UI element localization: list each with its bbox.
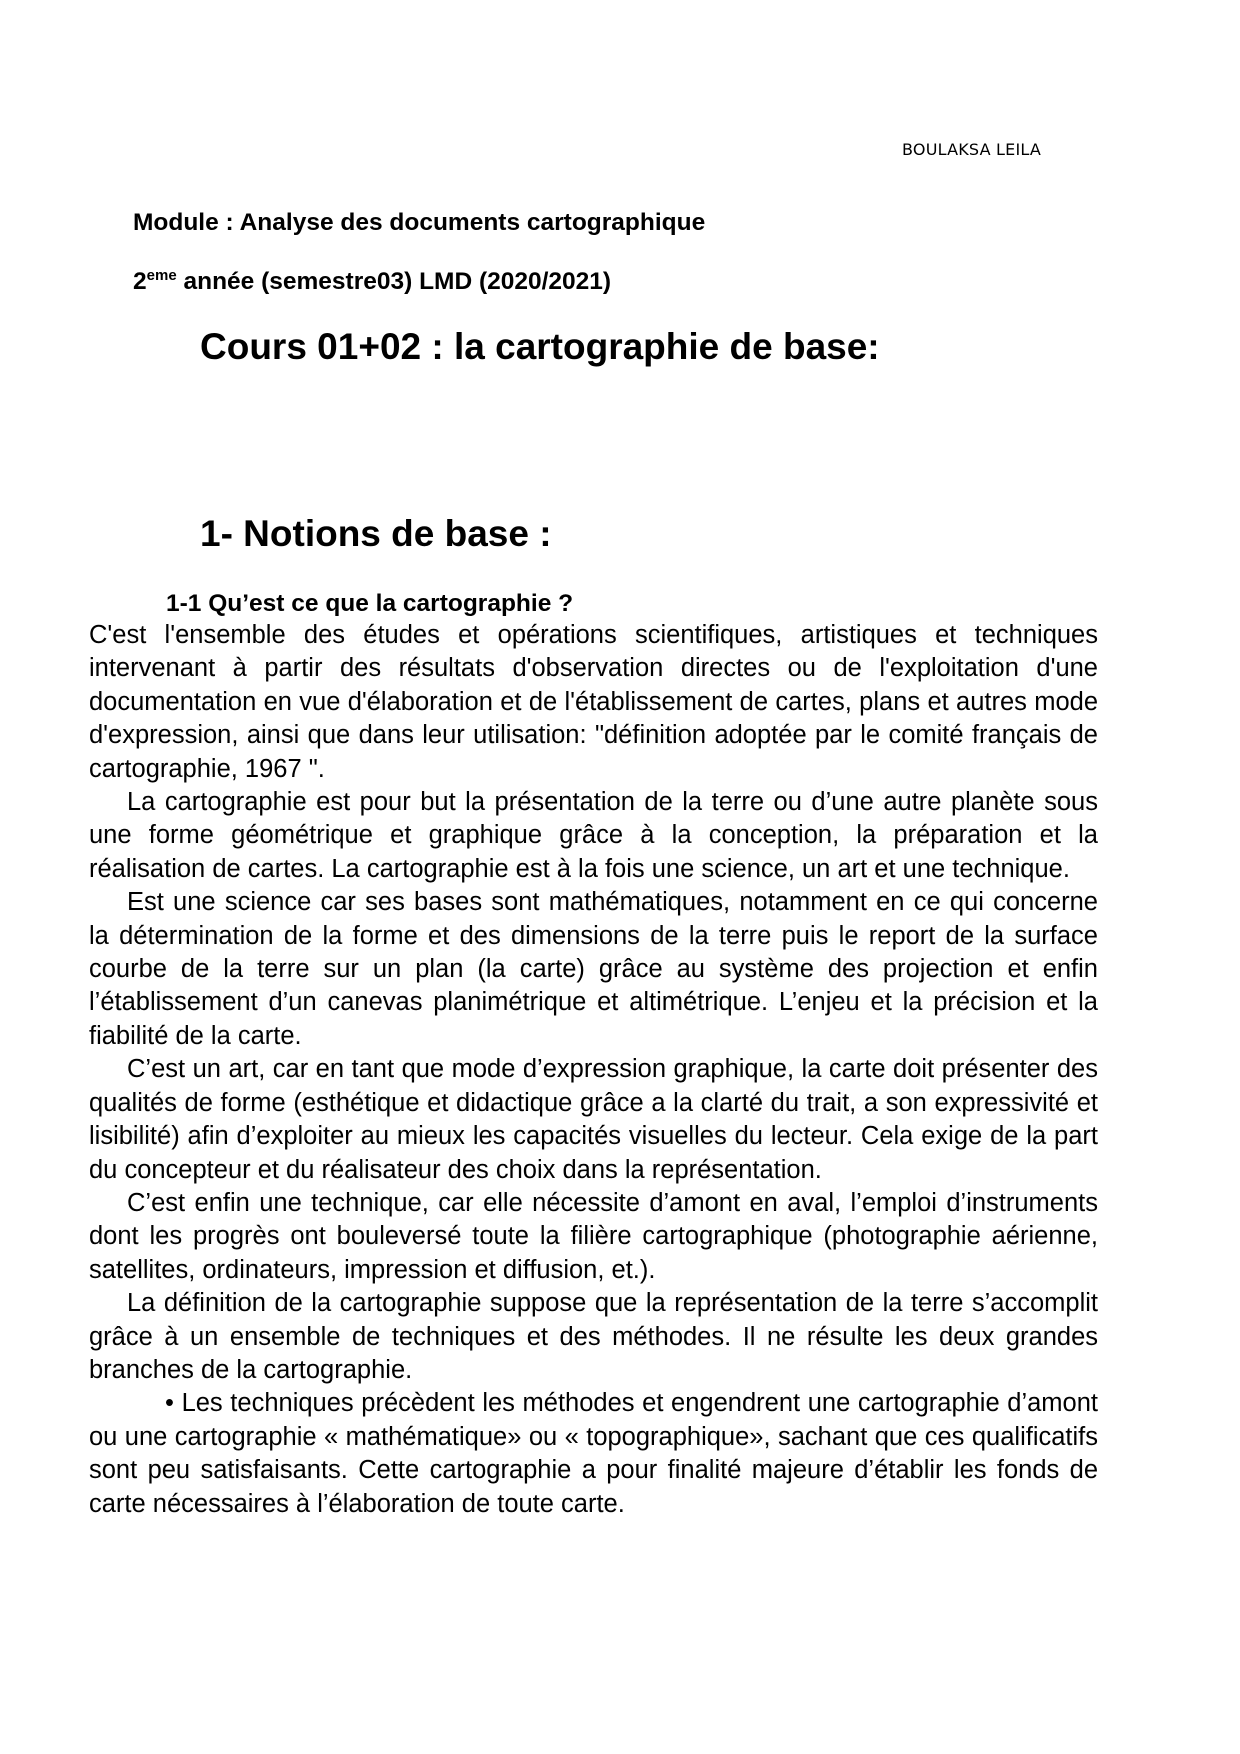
paragraph-science: Est une science car ses bases sont mathématiques, notamment en ce qui concerne la détermination de la forme et des dimensions de la terre puis le report de la surface courbe de la terre sur un plan (la carte) grâce au système des projection et enfin l’établissement d’un canevas planimétrique et altimétrique. L’enjeu et la précision et la fiabilité de la carte. xyxy=(89,888,1098,1050)
paragraph-art: C’est un art, car en tant que mode d’expression graphique, la carte doit présenter des qualités de forme (esthétique et didactique grâce a la clarté du trait, a son expressivité et lisibilité) afin d’exploiter au mieux les capacités visuelles du lecteur. Cela exige de la part du concepteur et du réalisateur des choix dans la représentation. xyxy=(89,1055,1098,1184)
section-heading: 1- Notions de base : xyxy=(200,513,552,554)
paragraph-purpose: La cartographie est pour but la présentation de la terre ou d’une autre planète sous une forme géométrique et graphique grâce à la conception, la préparation et la réalisation de cartes. La cartographie est à la fois une science, un art et une technique. xyxy=(89,788,1098,883)
author-header: BOULAKSA LEILA xyxy=(902,140,1041,159)
course-title: Cours 01+02 : la cartographie de base: xyxy=(200,326,880,367)
academic-year-line xyxy=(133,266,611,298)
paragraph-definition: C'est l'ensemble des études et opérations scientifiques, artistiques et techniques intervenant à partir des résultats d'observation directes ou de l'exploitation d'une documentation en vue d'élaboration et de l'établissement de cartes, plans et autres mode d'expression, ainsi que dans leur utilisation: "définition adoptée par le comité français de cartographie, 1967 ". xyxy=(89,621,1098,783)
module-title: Module : Analyse des documents cartographique xyxy=(133,209,706,236)
bullet-icon: • xyxy=(165,1389,174,1418)
paragraph-technique: C’est enfin une technique, car elle nécessite d’amont en aval, l’emploi d’instruments dont les progrès ont bouleversé toute la filière cartographique (photographie aérienne, satellites, ordinateurs, impression et diffusion, et.). xyxy=(89,1188,1098,1284)
year-details: année (semestre03) LMD (2020/2021) xyxy=(176,268,612,295)
bullet-item xyxy=(89,1387,1098,1521)
year-number: 2 xyxy=(133,268,147,295)
body-text xyxy=(89,619,1098,1521)
bullet-text: Les techniques précèdent les méthodes et engendrent une cartographie d’amont ou une cartographie « mathématique» ou « topographique», sachant que ces qualificatifs sont peu satisfaisants. Cette cartographie a pour finalité majeure d’établir les fonds de carte nécessaires à l’élaboration de toute carte. xyxy=(89,1389,1098,1518)
year-superscript: eme xyxy=(146,267,177,284)
subsection-heading: 1-1 Qu’est ce que la cartographie ? xyxy=(166,590,574,617)
paragraph-branches: La définition de la cartographie suppose que la représentation de la terre s’accomplit grâce à un ensemble de techniques et des méthodes. Il ne résulte les deux grandes branches de la cartographie. xyxy=(89,1289,1098,1384)
